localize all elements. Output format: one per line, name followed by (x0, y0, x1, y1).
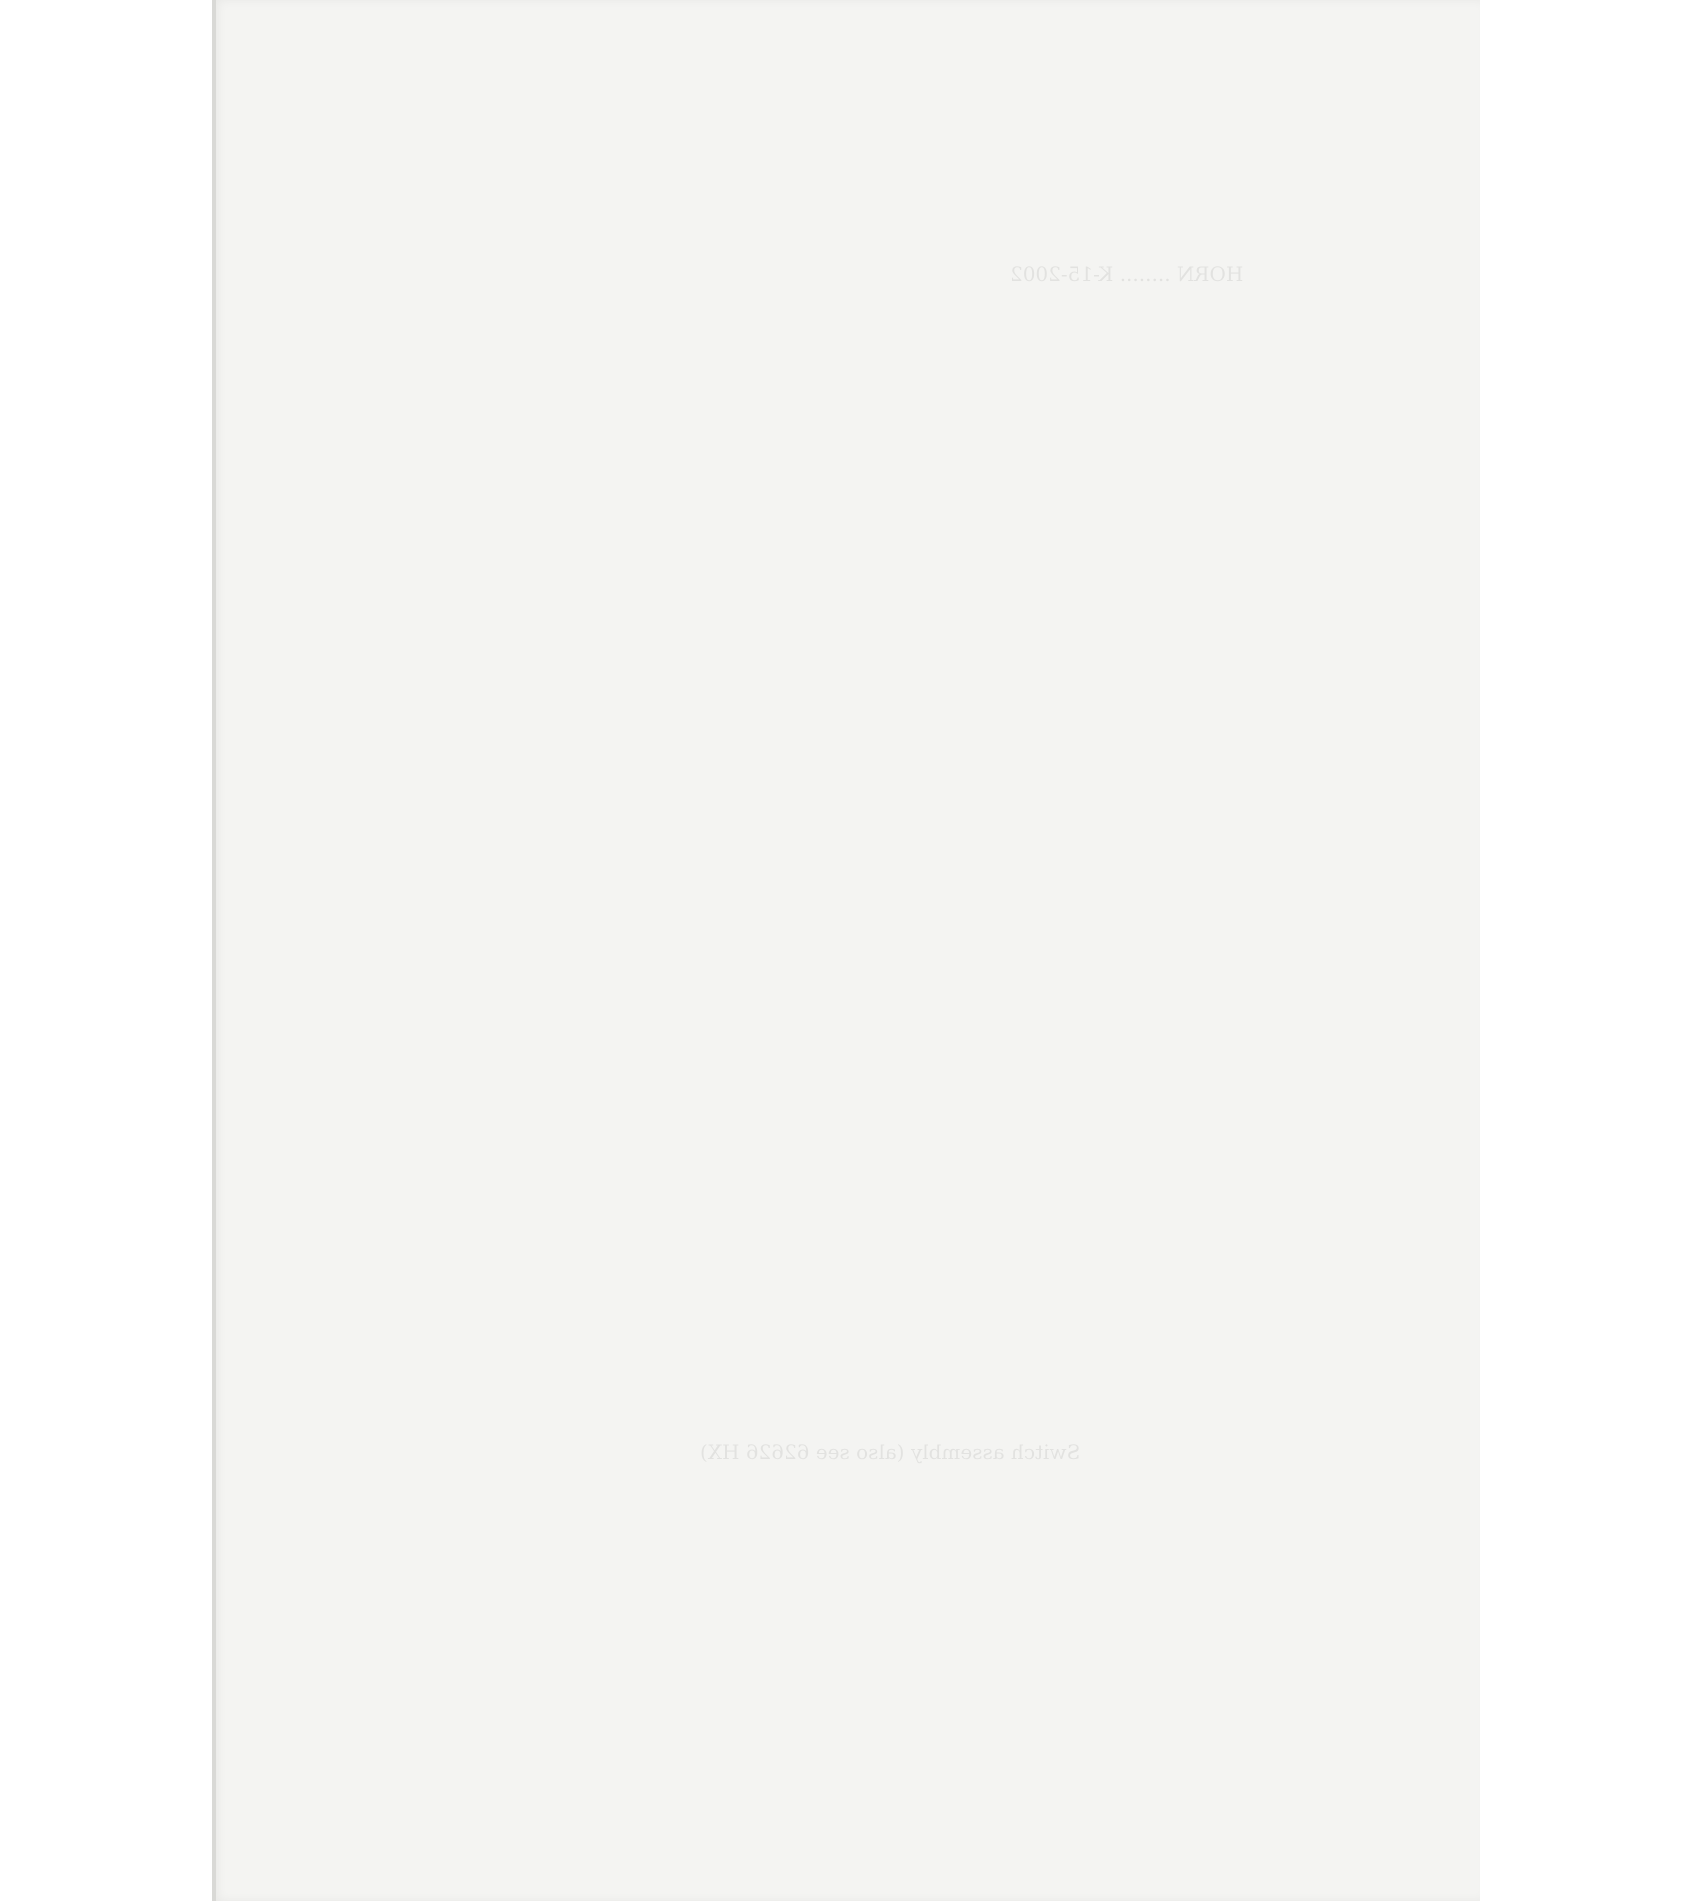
page-sheet (212, 0, 1480, 1901)
bleed-through-text: HORN ........ K-15-2002 (1010, 262, 1244, 286)
bleed-through-text: Switch assembly (also see 62626 HX) (700, 1440, 1081, 1464)
page-edge (212, 0, 216, 1901)
